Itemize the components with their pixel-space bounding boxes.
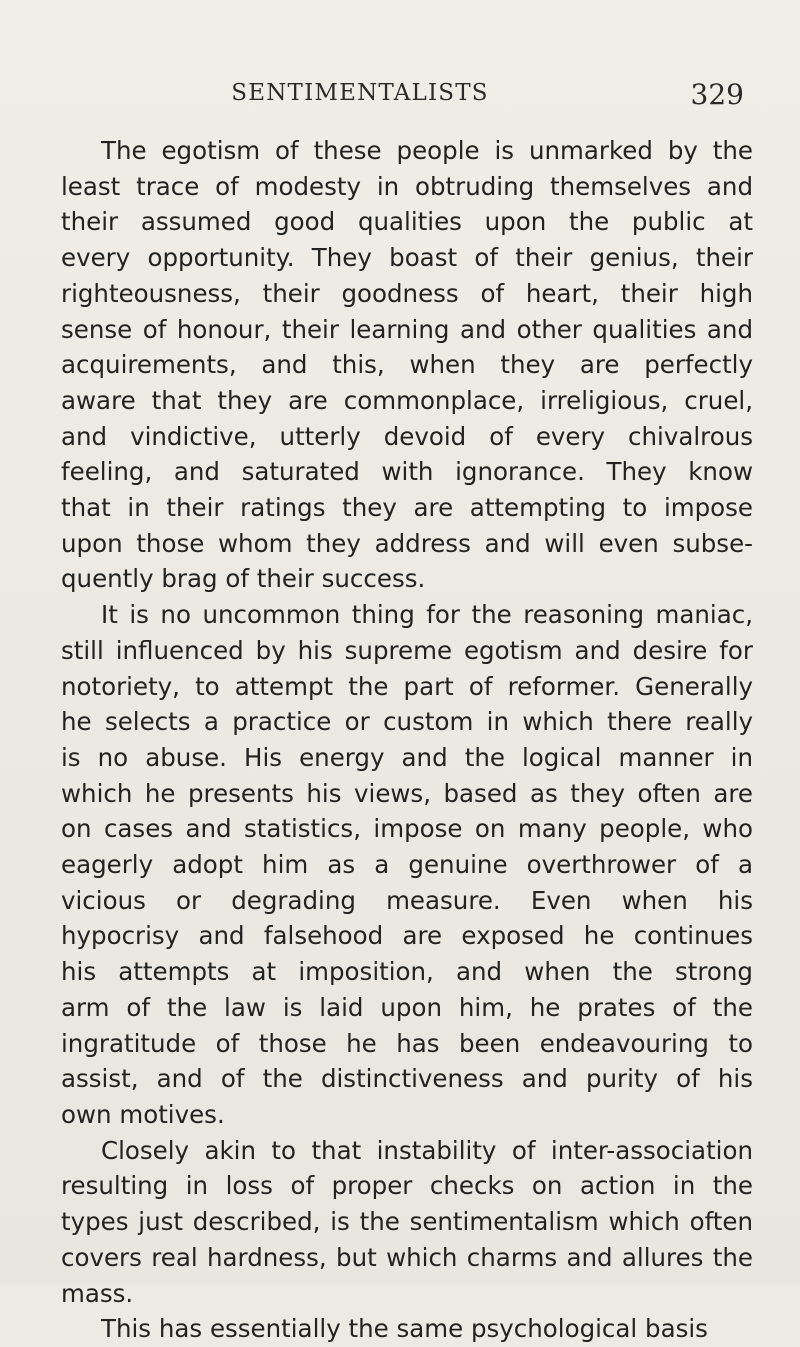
paragraph-egotism	[61, 133, 753, 597]
text-line: It is no uncommon thing for the reasoning maniac,	[101, 600, 753, 630]
text-line: The egotism of these people is unmarked by the	[101, 136, 753, 165]
paragraph-sentimentalism	[61, 1133, 753, 1312]
text-line: every opportunity. They boast of their genius, their	[61, 243, 753, 273]
text-line: Closely akin to that instability of inter-association	[101, 1135, 753, 1165]
text-line: quently brag of their success.	[61, 564, 426, 594]
text-line: resulting in loss of proper checks on action in the	[61, 1171, 753, 1201]
text-line: eagerly adopt him as a genuine overthrower of a	[61, 850, 753, 880]
text-line: aware that they are commonplace, irreligious, cruel,	[61, 385, 753, 415]
text-line: This has essentially the same psychological basis	[101, 1314, 708, 1344]
text-line: least trace of modesty in obtruding themselves and	[61, 171, 753, 201]
text-line: hypocrisy and falsehood are exposed he continues	[61, 921, 753, 951]
paragraph-psychological-basis	[61, 1311, 753, 1347]
text-line: righteousness, their goodness of heart, their high	[61, 278, 753, 308]
text-line: upon those whom they address and will even subse-	[61, 528, 753, 558]
text-line: is no abuse. His energy and the logical manner in	[61, 742, 753, 772]
text-line: mass.	[61, 1278, 134, 1308]
text-line: he selects a practice or custom in which there really	[61, 707, 753, 737]
text-line: notoriety, to attempt the part of reformer. Generally	[61, 671, 753, 701]
text-line: that in their ratings they are attempting to impose	[61, 493, 753, 523]
paragraph-reformer	[61, 597, 753, 1133]
body-text	[61, 133, 753, 1347]
text-line: his attempts at imposition, and when the strong	[61, 957, 753, 987]
text-line: ingratitude of those he has been endeavouring to	[61, 1028, 753, 1058]
text-line: acquirements, and this, when they are perfectly	[61, 350, 753, 380]
text-line: feeling, and saturated with ignorance. They know	[61, 457, 753, 487]
text-line: sense of honour, their learning and other qualities and	[61, 314, 753, 344]
text-line: on cases and statistics, impose on many people, who	[61, 814, 753, 844]
text-line: vicious or degrading measure. Even when his	[61, 885, 753, 915]
text-line: assist, and of the distinctiveness and purity of his	[61, 1064, 753, 1094]
page-number: 329	[690, 78, 744, 111]
text-line: still influenced by his supreme egotism and desire for	[61, 635, 753, 665]
text-line: covers real hardness, but which charms and allures the	[61, 1242, 753, 1272]
text-line: arm of the law is laid upon him, he prates of the	[61, 992, 753, 1022]
text-line: and vindictive, utterly devoid of every chivalrous	[61, 421, 753, 451]
text-line: which he presents his views, based as they often are	[61, 778, 753, 808]
page-header	[60, 80, 750, 120]
text-line: types just described, is the sentimentalism which often	[61, 1207, 753, 1237]
text-line: own motives.	[61, 1099, 225, 1129]
text-line: their assumed good qualities upon the public at	[61, 207, 753, 237]
running-title: SENTIMENTALISTS	[231, 80, 489, 106]
